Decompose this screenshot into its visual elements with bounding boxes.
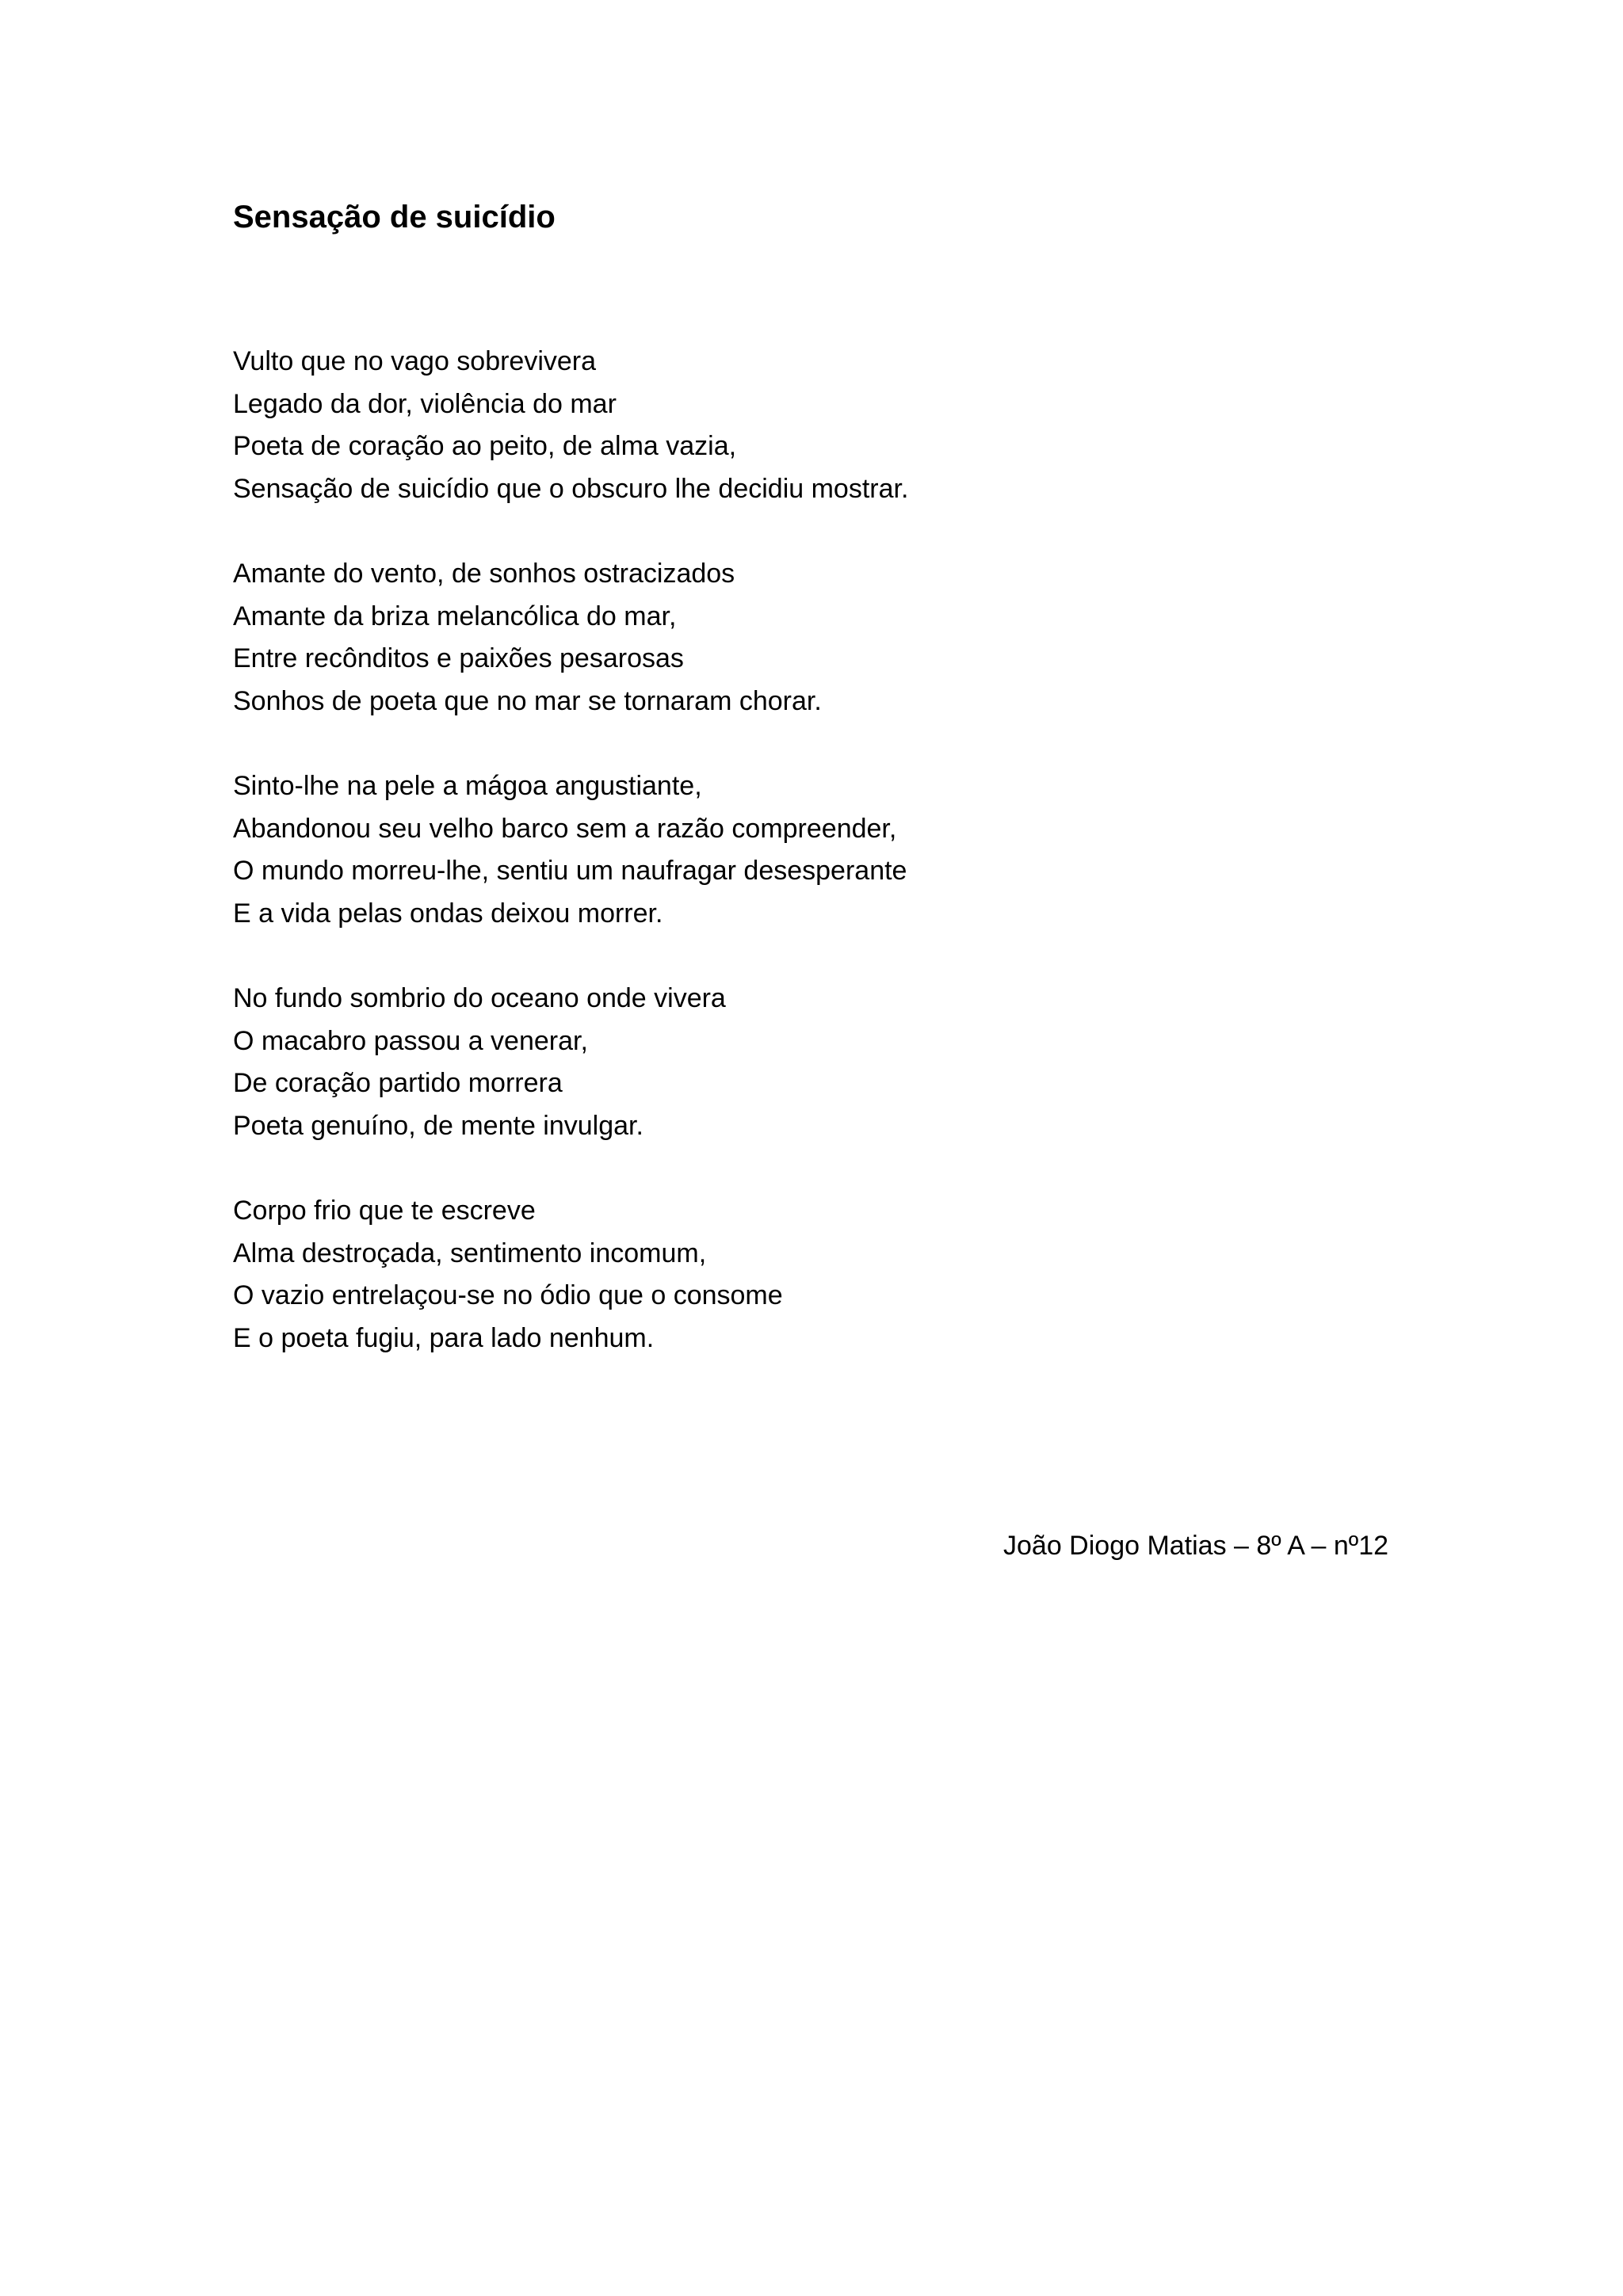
poem-line: No fundo sombrio do oceano onde vivera <box>233 983 726 1013</box>
stanza-3 <box>233 765 1422 935</box>
poem-line: De coração partido morrera <box>233 1068 563 1098</box>
poem-title: Sensação de suicídio <box>233 200 556 235</box>
poem-line: Abandonou seu velho barco sem a razão compreender, <box>233 813 897 844</box>
poem-line: Sensação de suicídio que o obscuro lhe decidiu mostrar. <box>233 473 909 504</box>
poem-line: O macabro passou a venerar, <box>233 1025 588 1056</box>
poem-line: Poeta genuíno, de mente invulgar. <box>233 1110 643 1141</box>
poem-line: Legado da dor, violência do mar <box>233 388 617 419</box>
poem-line: Sinto-lhe na pele a mágoa angustiante, <box>233 771 702 801</box>
poem-line: Amante do vento, de sonhos ostracizados <box>233 559 735 589</box>
poem-line: Amante da briza melancólica do mar, <box>233 601 677 631</box>
author-signature: João Diogo Matias – 8º A – nº12 <box>1003 1531 1389 1561</box>
poem-line: Corpo frio que te escreve <box>233 1196 536 1226</box>
poem-line: Alma destroçada, sentimento incomum, <box>233 1238 707 1268</box>
poem-line: Entre recônditos e paixões pesarosas <box>233 643 684 673</box>
poem-line: Vulto que no vago sobrevivera <box>233 346 597 376</box>
stanza-1 <box>233 341 1422 510</box>
poem-body <box>233 341 1422 1360</box>
poem-line: Sonhos de poeta que no mar se tornaram chorar. <box>233 685 822 716</box>
stanza-4 <box>233 978 1422 1147</box>
poem-line: E o poeta fugiu, para lado nenhum. <box>233 1322 655 1353</box>
poem-line: Poeta de coração ao peito, de alma vazia, <box>233 431 737 461</box>
poem-line: O mundo morreu-lhe, sentiu um naufragar desesperante <box>233 856 907 886</box>
poem-line: E a vida pelas ondas deixou morrer. <box>233 898 663 929</box>
stanza-5 <box>233 1190 1422 1360</box>
poem-line: O vazio entrelaçou-se no ódio que o consome <box>233 1280 783 1310</box>
stanza-2 <box>233 553 1422 723</box>
